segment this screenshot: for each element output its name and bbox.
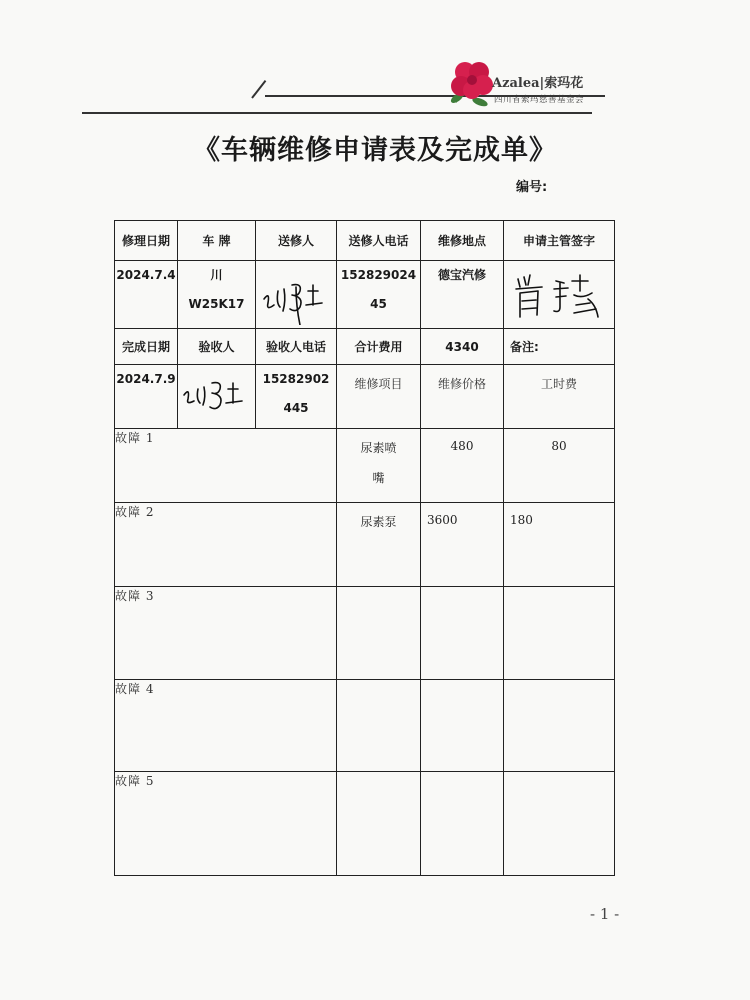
sender-signature-cell [256,261,337,329]
header-cell-sender-phone: 送修人电话 [337,221,421,261]
logo-brand-text: Azalea|索玛花 [492,76,584,91]
header-cell-supervisor-signature: 申请主管签字 [504,221,615,261]
receiver-phone-line-1: 15282902 [262,372,330,386]
total-cost-value: 4340 [421,329,504,365]
fault-row-1 [115,429,615,503]
fault-item-cell [337,772,421,876]
fault-item-cell [337,680,421,772]
header-cell-receiver: 验收人 [178,329,256,365]
remarks-label: 备注: [504,329,615,365]
repair-location-value: 德宝汽修 [421,261,504,329]
header-cell-repair-date: 修理日期 [115,221,178,261]
fault-row-3 [115,587,615,680]
fault-item-line-2: 嘴 [372,471,385,485]
table-header-row [115,221,615,261]
fault-price-value: 480 [421,429,504,503]
fault-item-cell [337,429,421,503]
sender-phone-line-2: 45 [370,297,387,311]
header-cell-completion-date: 完成日期 [115,329,178,365]
fault-label: 故障 4 [115,680,337,772]
fault-label: 故障 5 [115,772,337,876]
fault-price-value: 3600 [421,503,504,587]
sender-phone-line-1: 152829024 [340,268,417,282]
fault-price-value [421,587,504,680]
fault-label: 故障 3 [115,587,337,680]
fault-item-cell [337,503,421,587]
plate-cell [178,261,256,329]
page-number: - 1 - [590,905,620,923]
fault-price-value [421,772,504,876]
fault-label: 故障 1 [115,429,337,503]
serial-number-label: 编号: [516,180,548,195]
sender-handwritten-signature [256,261,337,325]
plate-line-2: W25K17 [188,297,245,311]
fault-item-line-1: 尿素喷 [360,441,397,455]
column-label-repair-item: 维修项目 [337,365,421,429]
supervisor-handwritten-signature [504,261,615,325]
azalea-flower-logo-icon [447,58,497,108]
receiver-phone-line-2: 445 [283,401,309,415]
fault-labor-value: 180 [504,503,615,587]
header-cell-receiver-phone: 验收人电话 [256,329,337,365]
plate-line-1: 川 [210,268,223,282]
sender-phone-cell [337,261,421,329]
header-cell-sender: 送修人 [256,221,337,261]
header-rule-lower [82,112,592,114]
header-cell-plate: 车 牌 [178,221,256,261]
fault-labor-value [504,680,615,772]
receiver-phone-cell [256,365,337,429]
fault-price-value [421,680,504,772]
repair-form-table [114,220,615,876]
fault-labor-value [504,772,615,876]
supervisor-signature-cell [504,261,615,329]
header-cell-total-cost: 合计费用 [337,329,421,365]
fault-labor-value: 80 [504,429,615,503]
column-label-labor-fee: 工时费 [504,365,615,429]
completion-info-row [115,365,615,429]
fault-labor-value [504,587,615,680]
repair-info-row [115,261,615,329]
receiver-signature-cell [178,365,256,429]
repair-date-value: 2024.7.4 [115,261,178,329]
page-title: 《车辆维修申请表及完成单》 [193,135,557,166]
fault-label: 故障 2 [115,503,337,587]
fault-item-cell [337,587,421,680]
logo-organization-text: 四川省索玛慈善基金会 [494,95,585,105]
fault-row-4 [115,680,615,772]
column-label-repair-price: 维修价格 [421,365,504,429]
fault-item-line-1: 尿素泵 [360,515,397,529]
fault-row-2 [115,503,615,587]
completion-header-row [115,329,615,365]
completion-date-value: 2024.7.9 [115,365,178,429]
receiver-handwritten-signature [178,365,256,425]
fault-row-5 [115,772,615,876]
header-cell-location: 维修地点 [421,221,504,261]
